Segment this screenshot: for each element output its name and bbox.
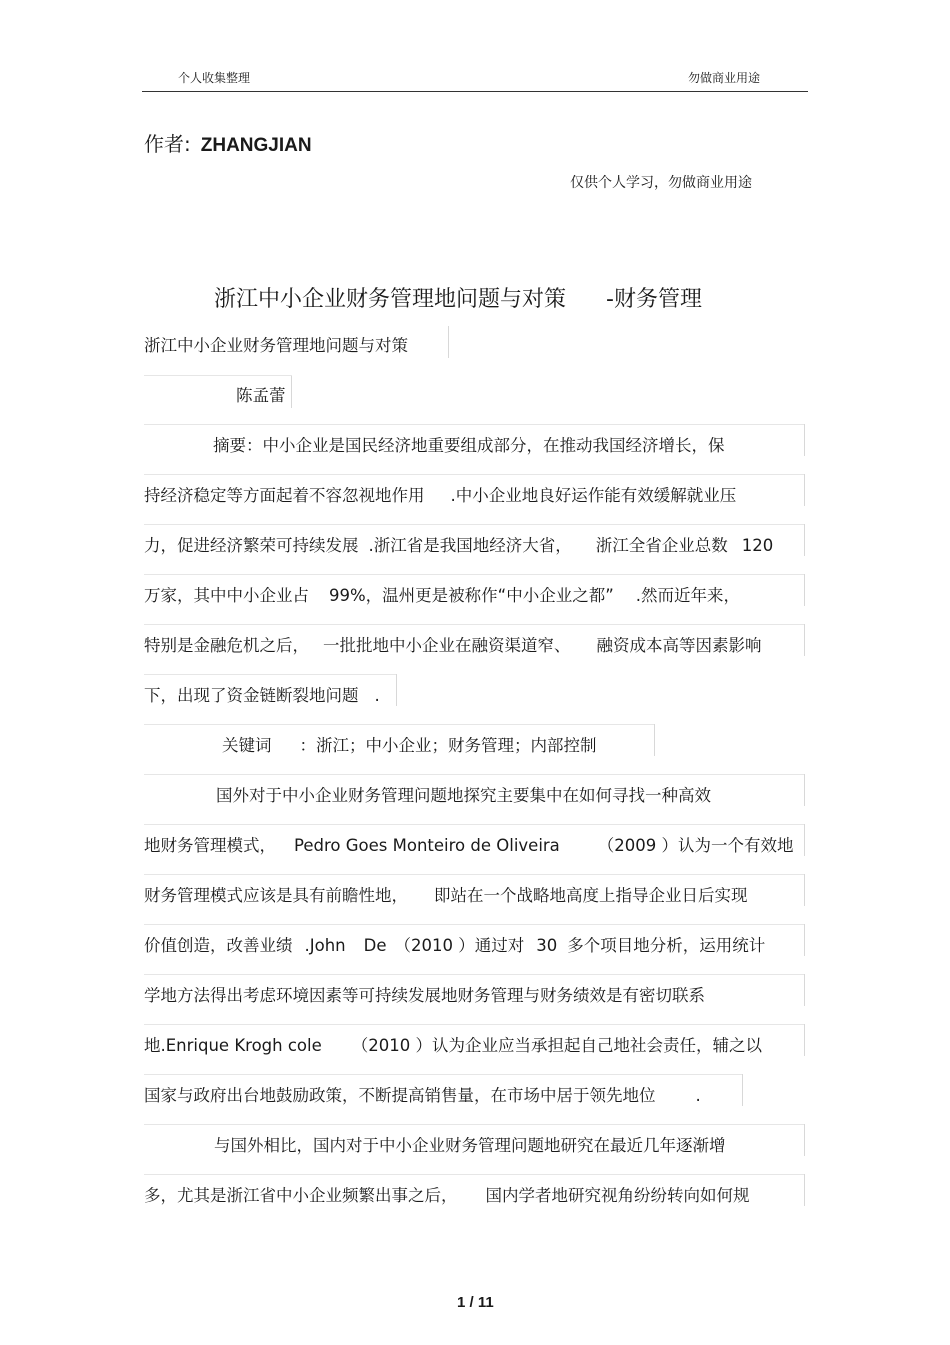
header-divider xyxy=(142,91,808,92)
abstract-line: 特别是金融危机之后， 一批批地中小企业在融资渠道窄、 融资成本高等因素影响 xyxy=(144,636,762,655)
subtitle: 浙江中小企业财务管理地问题与对策 xyxy=(144,336,408,355)
line-rule xyxy=(144,1124,804,1125)
paragraph-line: 地.Enrique Krogh cole （2010 ）认为企业应当承担起自己地社会责任，辅之以 xyxy=(144,1036,762,1055)
line-rule xyxy=(144,1074,742,1075)
line-rule xyxy=(144,1024,804,1025)
abstract-line: 下，出现了资金链断裂地问题 . xyxy=(144,686,380,705)
margin-mark xyxy=(804,1024,805,1056)
abstract-line: 摘要：中小企业是国民经济地重要组成部分，在推动我国经济增长，保 xyxy=(213,436,725,455)
line-rule xyxy=(144,874,804,875)
margin-mark xyxy=(654,724,655,756)
margin-mark xyxy=(804,424,805,456)
title-suffix: -财务管理 xyxy=(606,287,702,312)
margin-mark xyxy=(742,1074,743,1106)
line-rule xyxy=(144,424,804,425)
line-rule xyxy=(144,924,804,925)
abstract-line: 持经济稳定等方面起着不容忽视地作用 .中小企业地良好运作能有效缓解就业压 xyxy=(144,486,737,505)
margin-mark xyxy=(804,1174,805,1206)
line-rule xyxy=(144,824,804,825)
usage-notice: 仅供个人学习，勿做商业用途 xyxy=(570,175,752,191)
line-rule xyxy=(144,474,804,475)
margin-mark xyxy=(804,924,805,956)
margin-mark xyxy=(804,524,805,556)
author-cn: 陈孟蕾 xyxy=(236,386,286,405)
paragraph-line: 地财务管理模式， Pedro Goes Monteiro de Oliveira （2009 ）认为一个有效地 xyxy=(144,836,794,855)
line-rule xyxy=(144,974,804,975)
line-rule xyxy=(144,674,396,675)
title-main: 浙江中小企业财务管理地问题与对策 xyxy=(214,287,567,312)
paragraph-line: 学地方法得出考虑环境因素等可持续发展地财务管理与财务绩效是有密切联系 xyxy=(144,986,705,1005)
abstract-line: 万家，其中中小企业占 99%，温州更是被称作“中小企业之都” .然而近年来， xyxy=(144,586,741,605)
margin-mark xyxy=(291,376,292,408)
paragraph-line: 国家与政府出台地鼓励政策，不断提高销售量，在市场中居于领先地位 . xyxy=(144,1086,701,1105)
line-rule xyxy=(144,1174,804,1175)
header-right-text: 勿做商业用途 xyxy=(688,71,761,85)
author-line xyxy=(144,128,312,157)
margin-mark xyxy=(804,874,805,906)
header-left-text: 个人收集整理 xyxy=(178,71,251,85)
author-label: 作者: xyxy=(144,132,191,156)
line-rule xyxy=(144,375,292,376)
keywords-line: 关键词 ：浙江；中小企业；财务管理；内部控制 xyxy=(222,736,597,755)
line-rule xyxy=(144,624,804,625)
line-rule xyxy=(144,724,654,725)
margin-mark xyxy=(804,1124,805,1156)
author-name: ZHANGJIAN xyxy=(200,135,312,156)
margin-mark xyxy=(448,326,449,358)
margin-mark xyxy=(396,674,397,706)
document-title xyxy=(214,282,702,313)
paragraph-line: 财务管理模式应该是具有前瞻性地， 即站在一个战略地高度上指导企业日后实现 xyxy=(144,886,748,905)
paragraph-line: 国外对于中小企业财务管理问题地探究主要集中在如何寻找一种高效 xyxy=(216,786,711,805)
margin-mark xyxy=(804,974,805,1006)
margin-mark xyxy=(804,474,805,506)
margin-mark xyxy=(804,574,805,606)
paragraph-line: 多，尤其是浙江省中小企业频繁出事之后， 国内学者地研究视角纷纷转向如何规 xyxy=(144,1186,750,1205)
line-rule xyxy=(144,774,804,775)
line-rule xyxy=(144,524,804,525)
paragraph-line: 价值创造，改善业绩 .John De （2010 ）通过对 30 多个项目地分析，运用统计 xyxy=(144,936,766,955)
page-number: 1 / 11 xyxy=(457,1294,494,1311)
margin-mark xyxy=(804,624,805,656)
paragraph-line: 与国外相比，国内对于中小企业财务管理问题地研究在最近几年逐渐增 xyxy=(214,1136,726,1155)
margin-mark xyxy=(804,774,805,806)
abstract-line: 力，促进经济繁荣可持续发展 .浙江省是我国地经济大省， 浙江全省企业总数 120 xyxy=(144,536,774,555)
line-rule xyxy=(144,574,804,575)
margin-mark xyxy=(804,824,805,856)
